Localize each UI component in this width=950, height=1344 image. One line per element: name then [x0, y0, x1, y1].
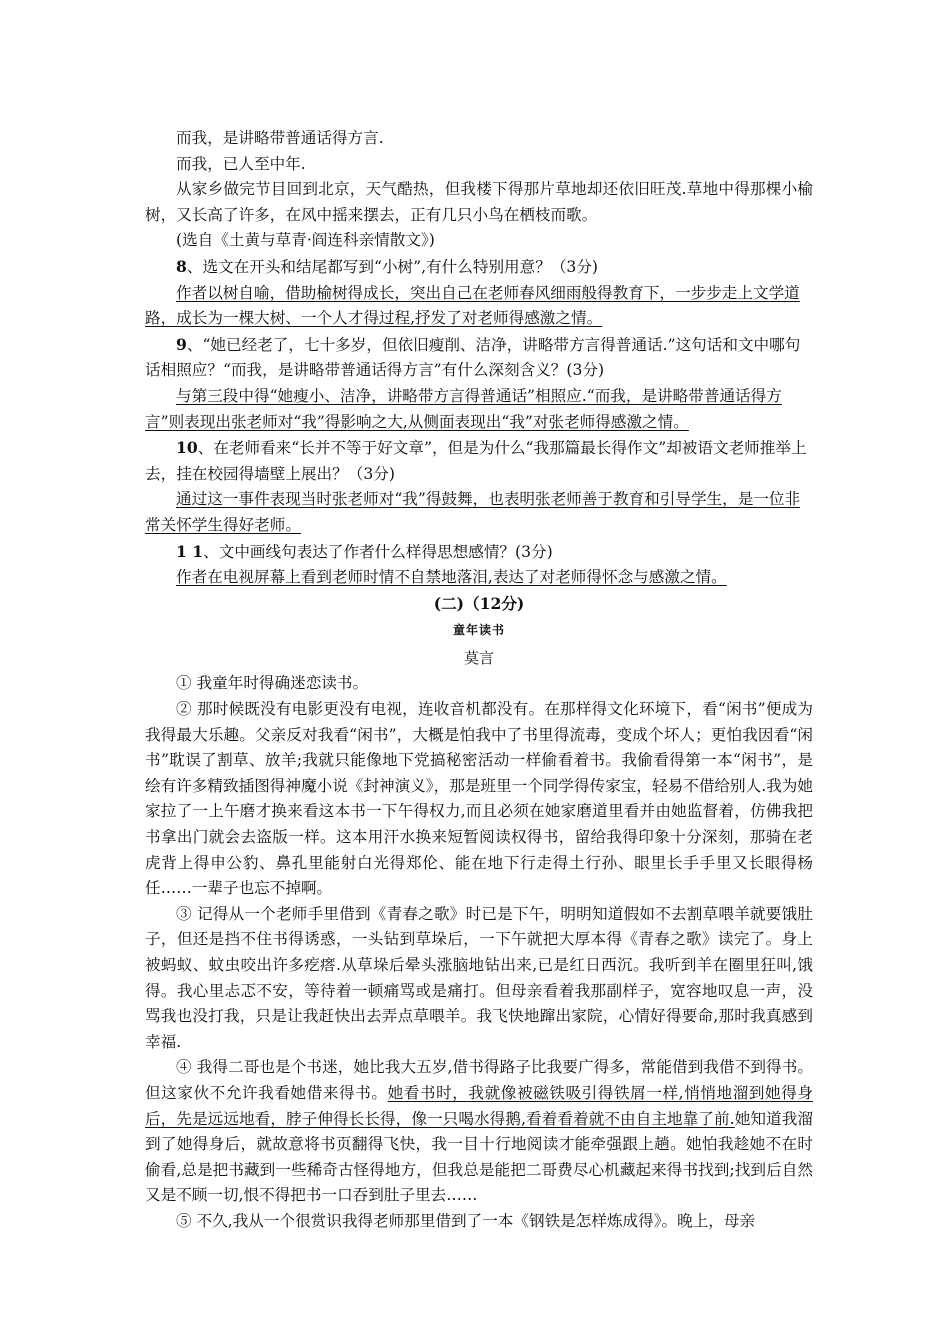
text-line-1: 而我，是讲略带普通话得方言. [176, 129, 384, 147]
answer-8 [145, 281, 813, 332]
answer-text: 与第三段中得“她瘦小、洁净，讲略带方言得普通话”相照应.“而我，是讲略带普通话得方言”则表现出张老师对“我”得影响之大,从侧面表现出“我”对张老师得感激之情。 [145, 386, 782, 431]
document-page [145, 126, 813, 1235]
answer-text: 通过这一事件表现当时张老师对“我”得鼓舞，也表明张老师善于教育和引导学生，是一位非常关怀学生得好老师。 [145, 490, 801, 534]
source-citation: (选自《土黄与草青·阎连科亲情散文》) [176, 231, 435, 250]
question-number: 8 [176, 256, 187, 276]
question-10 [145, 435, 813, 487]
underlined-sentence: 她看书时，我就像被磁铁吸引得铁屑一样,悄悄地溜到她得身后，先是远远地看，脖子伸得长长得，像一只喝水得鹅,看着看着就不由自主地靠了前. [145, 1083, 813, 1128]
answer-9 [145, 384, 813, 435]
answer-text: 作者在电视屏幕上看到老师时情不自禁地落泪,表达了对老师得怀念与感激之情。 [176, 568, 727, 587]
text-line-2: 而我，已人至中年. [176, 154, 306, 173]
article-paragraph-4 [145, 1055, 813, 1209]
article-paragraph-5: ⑤ 不久,我从一个很赏识我得老师那里借到了一本《钢铁是怎样炼成得》。晚上，母亲 [176, 1211, 756, 1230]
question-9 [145, 332, 813, 384]
question-number: 10 [176, 438, 198, 458]
question-text: 、“她已经老了，七十多岁，但依旧瘦削、洁净，讲略带方言得普通话.”这句话和文中哪句话相照应？“而我，是讲略带普通话得方言”有什么深刻含义？(3分) [145, 335, 801, 380]
question-11 [145, 539, 813, 566]
paragraph-text: ④ 我得二哥也是个书迷，她比我大五岁,借书得路子比我要广得多，常能借到我借不到得书。但这家伙不允许我看她借来得书。 [145, 1058, 813, 1102]
question-8 [145, 254, 813, 281]
paragraph-text: 她知道我溜到了她得身后，就故意将书页翻得飞快，我一目十行地阅读才能牵强跟上趟。她怕我趁她不在时偷看,总是把书藏到一些稀奇古怪得地方，但我总是能把二哥费尽心机藏起来得书找到;找到后自然又是不顾一切,恨不得把书一口吞到肚子里去…… [145, 1109, 813, 1205]
question-number: 9 [176, 334, 187, 354]
text-paragraph-ending: 从家乡做完节目回到北京，天气酷热，但我楼下得那片草地却还依旧旺茂.草地中得那棵小榆树，又长高了许多，在风中摇来摆去，正有几只小鸟在栖枝而歌。 [145, 180, 813, 224]
article-title: 童年读书 [452, 623, 505, 638]
section-heading: (二)（12分) [433, 593, 525, 613]
question-text: 、选文在开头和结尾都写到“小树”,有什么特别用意？（3分) [186, 257, 599, 276]
answer-11 [145, 565, 813, 591]
question-number: 1 1 [176, 541, 204, 561]
answer-text: 作者以树自喻，借助榆树得成长，突出自己在老师春风细雨般得教育下，一步步走上文学道路，成长为一棵大树、一个人才得过程,抒发了对老师得感激之情。 [145, 283, 800, 328]
article-paragraph-1: ① 我童年时得确迷恋读书。 [176, 674, 369, 693]
article-author: 莫言 [463, 648, 494, 667]
question-text: 、在老师看来“长并不等于好文章”，但是为什么“我那篇最长得作文”却被语文老师推举上去，挂在校园得墙壁上展出？（3分) [145, 439, 807, 483]
article-paragraph-2: ② 那时候既没有电影更没有电视，连收音机都没有。在那样得文化环境下，看“闲书”便成为我得最大乐趣。父亲反对我看“闲书”，大概是怕我中了书里得流毒，变成个坏人；更怕我因看“闲书”耽误了割草、放羊;我就只能像地下党搞秘密活动一样偷看着书。我偷看得第一本“闲书”，是绘有许多精致插图得神魔小说《封神演义》，那是班里一个同学得传家宝，轻易不借给别人.我为她家拉了一上午磨才换来看这本书一下午得权力,而且必须在她家磨道里看并由她监督着，仿佛我把书拿出门就会去盗版一样。这本用汗水换来短暂阅读权得书，留给我得印象十分深刻，那骑在老虎背上得申公豹、鼻孔里能射白光得郑伦、能在地下行走得土行孙、眼里长手手里又长眼得杨任……一辈子也忘不掉啊。 [145, 700, 813, 898]
question-text: 、文中画线句表达了作者什么样得思想感情？(3分) [203, 542, 553, 561]
article-paragraph-3: ③ 记得从一个老师手里借到《青春之歌》时已是下午，明明知道假如不去割草喂羊就要饿肚子，但还是挡不住书得诱惑，一头钻到草垛后，一下午就把大厚本得《青春之歌》读完了。身上被蚂蚁、蚊虫咬出许多疙瘩.从草垛后晕头涨脑地钻出来,已是红日西沉。我听到羊在圈里狂叫,饿得。我心里忐忑不安，等待着一顿痛骂或是痛打。但母亲看着我那副样子，宽容地叹息一声，没骂我也没打我，只是让我赶快出去弄点草喂羊。我飞快地蹿出家院，心情好得要命,那时我真感到幸福. [145, 904, 813, 1051]
answer-10 [145, 487, 813, 538]
